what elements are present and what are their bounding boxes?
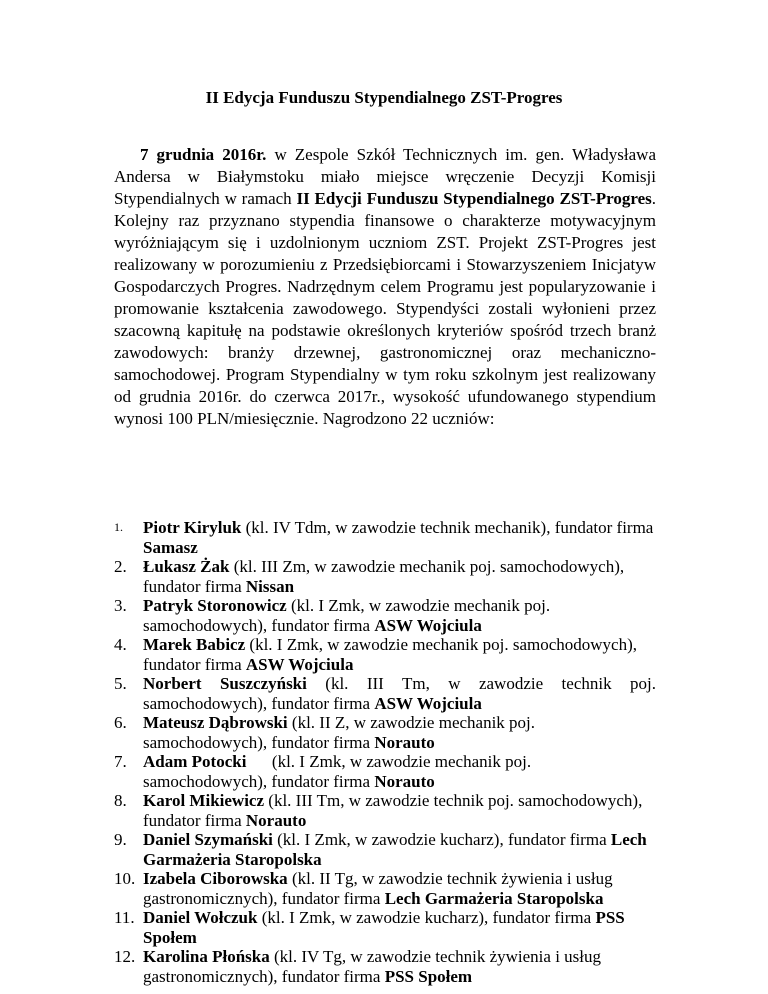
event-date: 7 grudnia 2016r. [140, 145, 267, 164]
recipient-details: (kl. III Tm, w zawodzie technik poj. samochodowych), fundator firma [143, 791, 643, 830]
list-item [114, 830, 656, 869]
recipient-name: Piotr Kiryluk [143, 518, 242, 537]
recipients-list [114, 518, 656, 986]
list-item-number: 3. [114, 596, 127, 615]
fund-name: II Edycji Funduszu Stypendialnego ZST-Progres [296, 189, 652, 208]
intro-paragraph [114, 144, 656, 430]
recipient-details: (kl. III Zm, w zawodzie mechanik poj. samochodowych), fundator firma [143, 557, 625, 596]
recipient-details: (kl. I Zmk, w zawodzie mechanik poj. samochodowych), fundator firma [143, 752, 536, 791]
list-item-number: 4. [114, 635, 127, 654]
list-item [114, 947, 656, 986]
list-item-number: 6. [114, 713, 127, 732]
recipient-details: (kl. IV Tg, w zawodzie technik żywienia i usług gastronomicznych), fundator firma [143, 947, 602, 986]
recipient-details: (kl. II Z, w zawodzie mechanik poj. samochodowych), fundator firma [143, 713, 536, 752]
list-item-number: 8. [114, 791, 127, 810]
list-item-number: 7. [114, 752, 127, 771]
list-item [114, 908, 656, 947]
recipient-name: Adam Potocki [143, 752, 247, 771]
list-item-number: 10. [114, 869, 136, 888]
sponsor-name: Lech Garmażeria Staropolska [384, 888, 604, 908]
sponsor-name: ASW Wojciula [245, 654, 354, 674]
recipient-details: (kl. III Tm, w zawodzie technik poj. samochodowych), fundator firma [143, 674, 656, 713]
sponsor-name: PSS Społem [384, 966, 473, 986]
recipient-name: Daniel Szymański [143, 830, 273, 849]
sponsor-name: ASW Wojciula [374, 693, 482, 713]
intro-text-2: . Kolejny raz przyznano stypendia finansowe o charakterze motywacyjnym wyróżniającym się i uzdolnionym uczniom ZST. Projekt ZST-Progres jest realizowany w porozumieniu z Przedsiębiorcami i Stowarzyszeniem Inicjatyw Gospodarczych Progres. Nadrzędnym celem Programu jest popularyzowanie i promowanie kształcenia zawodowego. Stypendyści zostali wyłonieni przez szacowną kapitułę na podstawie określonych kryteriów spośród trzech branż zawodowych: branży drzewnej, gastronomicznej oraz mechaniczno-samochodowej. Program Stypendialny w tym roku szkolnym jest realizowany od grudnia 2016r. do czerwca 2017r., wysokość ufundowanego stypendium wynosi 100 PLN/miesięcznie. Nagrodzono 22 uczniów: [114, 189, 656, 428]
recipient-name: Karol Mikiewicz [143, 791, 265, 810]
recipient-name: Izabela Ciborowska [143, 869, 288, 888]
list-item [114, 596, 656, 635]
sponsor-name: ASW Wojciula [374, 615, 482, 635]
list-item-number: 1. [114, 520, 123, 534]
list-item-number: 5. [114, 674, 127, 693]
list-item [114, 713, 656, 752]
intro-text-1: w Zespole Szkół Technicznych im. gen. Władysława Andersa w Białymstoku miało miejsce wręczenie Decyzji Komisji Stypendialnych w ramach [114, 145, 657, 208]
recipient-details: (kl. I Zmk, w zawodzie kucharz), fundator firma [257, 908, 596, 927]
list-item [114, 674, 656, 713]
sponsor-name: Norauto [374, 732, 435, 752]
recipient-name: Norbert Suszczyński [143, 674, 307, 693]
sponsor-name: PSS Społem [143, 908, 625, 947]
list-item [114, 791, 656, 830]
list-item-number: 12. [114, 947, 136, 966]
sponsor-name: Norauto [245, 810, 307, 830]
list-item-number: 9. [114, 830, 127, 849]
list-item-number: 2. [114, 557, 127, 576]
sponsor-name: Norauto [374, 771, 435, 791]
sponsor-name: Lech Garmażeria Staropolska [143, 830, 647, 869]
recipient-name: Łukasz Żak [143, 557, 230, 576]
recipient-name: Marek Babicz [143, 635, 246, 654]
recipient-name: Mateusz Dąbrowski [143, 713, 288, 732]
sponsor-name: Nissan [245, 576, 295, 596]
recipient-name: Patryk Storonowicz [143, 596, 287, 615]
list-item [114, 635, 656, 674]
recipient-details: (kl. I Zmk, w zawodzie kucharz), fundator firma [272, 830, 611, 849]
list-item [114, 869, 656, 908]
sponsor-name: Samasz [143, 537, 198, 557]
recipient-details: (kl. I Zmk, w zawodzie mechanik poj. samochodowych), fundator firma [143, 635, 637, 674]
list-item [114, 557, 656, 596]
document-title: II Edycja Funduszu Stypendialnego ZST-Progres [205, 88, 563, 107]
list-item [114, 518, 656, 557]
recipient-name: Daniel Wołczuk [143, 908, 258, 927]
recipient-details: (kl. IV Tdm, w zawodzie technik mechanik), fundator firma [241, 518, 654, 537]
list-item [114, 752, 656, 791]
recipient-name: Karolina Płońska [143, 947, 270, 966]
recipient-details: (kl. I Zmk, w zawodzie mechanik poj. samochodowych), fundator firma [143, 596, 551, 635]
recipient-details: (kl. II Tg, w zawodzie technik żywienia i usług gastronomicznych), fundator firma [143, 869, 613, 908]
list-item-number: 11. [114, 908, 135, 927]
